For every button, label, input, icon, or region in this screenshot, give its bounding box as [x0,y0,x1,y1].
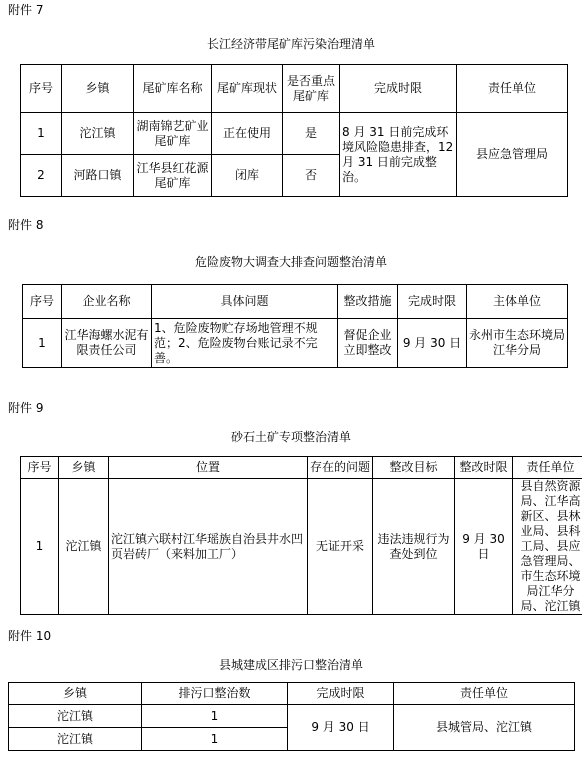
responsible-unit-cell: 县应急管理局 [457,113,568,197]
table-cell: 无证开采 [308,479,373,615]
annex-9-table [20,456,582,615]
header-cell: 整改时限 [455,457,513,479]
table-cell: 沱江镇 [62,113,134,155]
annex-9-label: 附件 9 [8,401,44,415]
header-cell: 责任单位 [457,65,568,113]
header-cell: 责任单位 [394,683,575,705]
table-cell: 否 [283,155,340,197]
table-cell: 永州市生态环境局江华分局 [467,319,568,368]
table-cell: 2 [21,155,62,197]
header-cell: 序号 [21,65,62,113]
header-cell: 乡镇 [9,683,142,705]
table-cell: 县自然资源局、江华高新区、县林业局、县科工局、县应急管理局、市生态环境局江华分局、沱江镇 [513,479,582,615]
table-cell: 1、危险废物贮存场地管理不规范；2、危险废物台账记录不完善。 [152,319,338,368]
header-cell: 企业名称 [62,285,152,319]
annex-7-label: 附件 7 [8,3,44,17]
annex-7-title: 长江经济带尾矿库污染治理清单 [206,37,375,51]
annex-7-table [20,64,568,197]
header-cell: 尾矿库名称 [134,65,212,113]
deadline-cell: 9 月 30 日 [288,705,394,751]
header-cell: 是否重点尾矿库 [283,65,340,113]
table-cell: 沱江镇 [9,705,142,728]
annex-10-table [8,682,575,751]
table-cell: 1 [21,113,62,155]
annex-9-title: 砂石土矿专项整治清单 [230,430,351,444]
table-cell: 9 月 30 日 [398,319,467,368]
table-row [21,113,568,155]
annex-8-title: 危险废物大调查大排查问题整治清单 [194,255,387,269]
annex-10-label: 附件 10 [8,629,52,643]
header-cell: 存在的问题 [308,457,373,479]
table-header-row [21,457,582,479]
table-cell: 1 [142,705,288,728]
header-cell: 尾矿库现状 [212,65,283,113]
annex-10-title: 县城建成区排污口整治清单 [218,658,363,672]
deadline-cell: 8 月 31 日前完成环境风险隐患排查，12 月 31 日前完成整治。 [340,113,457,197]
header-cell: 乡镇 [62,65,134,113]
table-header-row [9,683,575,705]
header-cell: 序号 [21,457,59,479]
table-row [23,319,568,368]
table-cell: 闭库 [212,155,283,197]
table-cell: 江华县红花源尾矿库 [134,155,212,197]
table-cell: 沱江镇 [9,728,142,751]
table-header-row [23,285,568,319]
table-cell: 是 [283,113,340,155]
header-cell: 乡镇 [59,457,109,479]
header-cell: 整改措施 [338,285,398,319]
table-cell: 违法违规行为查处到位 [373,479,455,615]
table-cell: 1 [23,319,62,368]
responsible-unit-cell: 县城管局、沱江镇 [394,705,575,751]
header-cell: 整改目标 [373,457,455,479]
header-cell: 完成时限 [398,285,467,319]
table-cell: 沱江镇六联村江华瑶族自治县井水凹页岩砖厂（来料加工厂） [109,479,308,615]
table-header-row [21,65,568,113]
annex-8-label: 附件 8 [8,218,44,232]
table-cell: 河路口镇 [62,155,134,197]
table-row [9,705,575,728]
header-cell: 序号 [23,285,62,319]
table-cell: 1 [142,728,288,751]
header-cell: 具体问题 [152,285,338,319]
table-cell: 9 月 30 日 [455,479,513,615]
table-cell: 督促企业立即整改 [338,319,398,368]
table-cell: 江华海螺水泥有限责任公司 [62,319,152,368]
header-cell: 完成时限 [288,683,394,705]
annex-8-table [22,284,568,368]
header-cell: 责任单位 [513,457,582,479]
table-cell: 湖南锦艺矿业尾矿库 [134,113,212,155]
header-cell: 主体单位 [467,285,568,319]
table-cell: 1 [21,479,59,615]
header-cell: 排污口整治数 [142,683,288,705]
table-cell: 正在使用 [212,113,283,155]
table-row [21,479,582,615]
header-cell: 位置 [109,457,308,479]
table-cell: 沱江镇 [59,479,109,615]
header-cell: 完成时限 [340,65,457,113]
